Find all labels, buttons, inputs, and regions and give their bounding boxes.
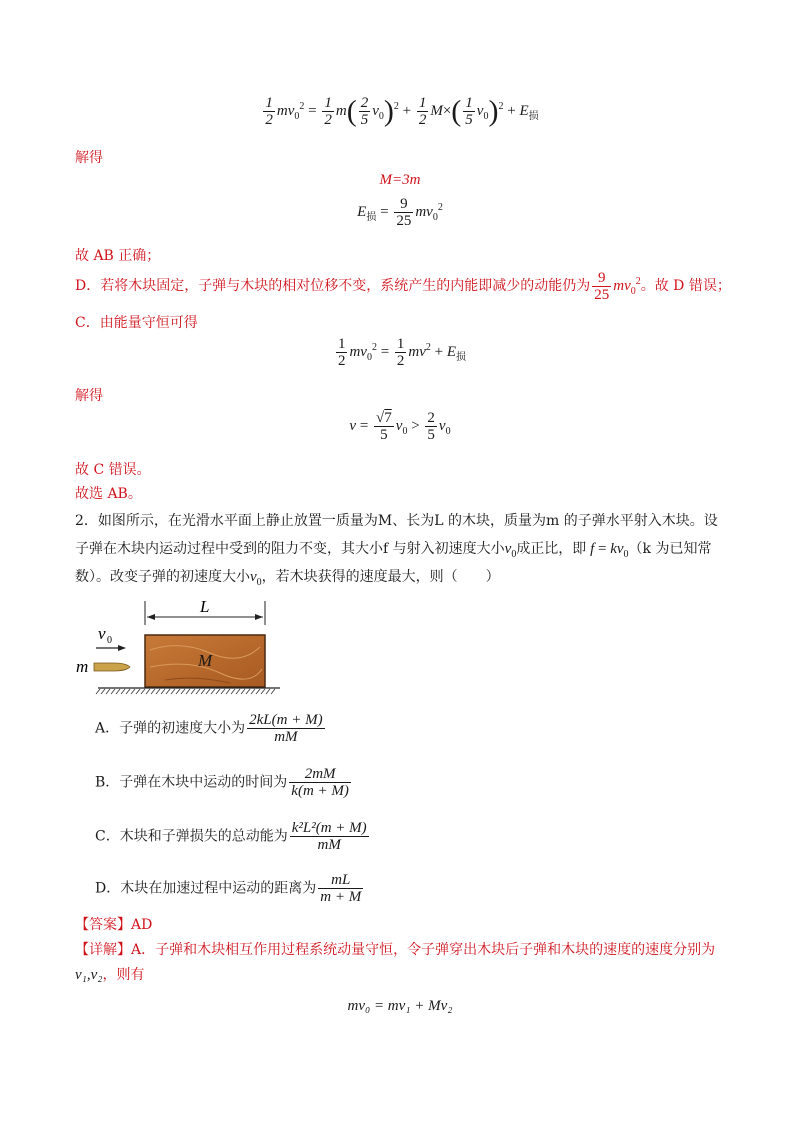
option-a[interactable]: A．子弹的初速度大小为 $\frac{2kL(m + M)}{mM}$: [95, 712, 323, 745]
momentum-equation: mv₀ = mv₁ + Mv₂: [347, 998, 453, 1014]
length-label: L: [200, 597, 210, 616]
block-label: M: [198, 651, 213, 670]
option-d[interactable]: D．木块在加速过程中运动的距离为 $\frac{mL}{m + M}$: [95, 872, 362, 905]
bullet-block-figure: [70, 595, 290, 700]
result-m: M=3m: [379, 172, 421, 188]
velocity-subscript: 0: [107, 635, 112, 646]
question2-line1: 2．如图所示，在光滑水平面上静止放置一质量为M、长为L 的木块，质量为m 的子弹水平射入木块。设: [75, 513, 718, 529]
loss-subscript: 损: [528, 110, 539, 122]
conclusion-ab: 故 AB 正确；: [75, 248, 161, 264]
bullet-label: m: [76, 657, 89, 676]
option-d-analysis: D．若将木块固定，子弹与木块的相对位移不变，系统产生的内能即减少的动能仍为 $\frac{9}{25}$ $mv_0^2$。故 D 错误；: [75, 270, 731, 303]
option-c[interactable]: C．木块和子弹损失的总动能为 $\frac{\text{k²L²(m + M)}}{mM}$: [95, 820, 367, 853]
final-choice: 故选 AB。: [75, 486, 142, 502]
velocity-result: v = $\frac{√7}{5}$ $v_0$ > $\frac{2}{5}$ $v_0$: [349, 410, 451, 443]
option-c-analysis: C．由能量守恒可得: [75, 315, 198, 331]
result-energy-loss: $E_损$ = $\frac{9}{25}$ $mv_0^2$: [357, 196, 443, 229]
energy-conservation-equation: $\frac{1}{2}$ $mv_0^2$ = $\frac{1}{2}$ $mv^2 + E_损$: [337, 336, 467, 369]
option-b[interactable]: B．子弹在木块中运动的时间为 $\frac{2mM}{k(m + M)}$: [95, 766, 349, 799]
question2-line2: 子弹在木块内运动过程中受到的阻力不变，其大小f 与射入初速度大小$v_0$成正比，即 $f = kv_0(k$ 为已知常: [75, 541, 712, 560]
explanation-line2: v₁,v₂，则有: [75, 967, 145, 983]
explanation-line1: 【详解】A．子弹和木块相互作用过程系统动量守恒，令子弹穿出木块后子弹和木块的速度的速度分别为: [75, 942, 716, 958]
answer: 【答案】AD: [75, 917, 153, 933]
solve-label-1: 解得: [75, 150, 103, 166]
velocity-label: v: [98, 624, 106, 643]
conclusion-c: 故 C 错误。: [75, 462, 151, 478]
question2-line3: 数）。改变子弹的初速度大小$v_0$，若木块获得的速度最大，则（ ）: [75, 569, 500, 588]
bullet: [94, 663, 130, 671]
solve-label-2: 解得: [75, 388, 103, 404]
energy-loss-equation: $\frac{1}{2}$ $mv_0^2$ = $\frac{1}{2}$ m( $\frac{2}{5}$ $v_0)^2$ + $\frac{1}{2}$ M×( $\frac{1}{5}$ $v_0)^2 + E_损$: [265, 94, 539, 128]
